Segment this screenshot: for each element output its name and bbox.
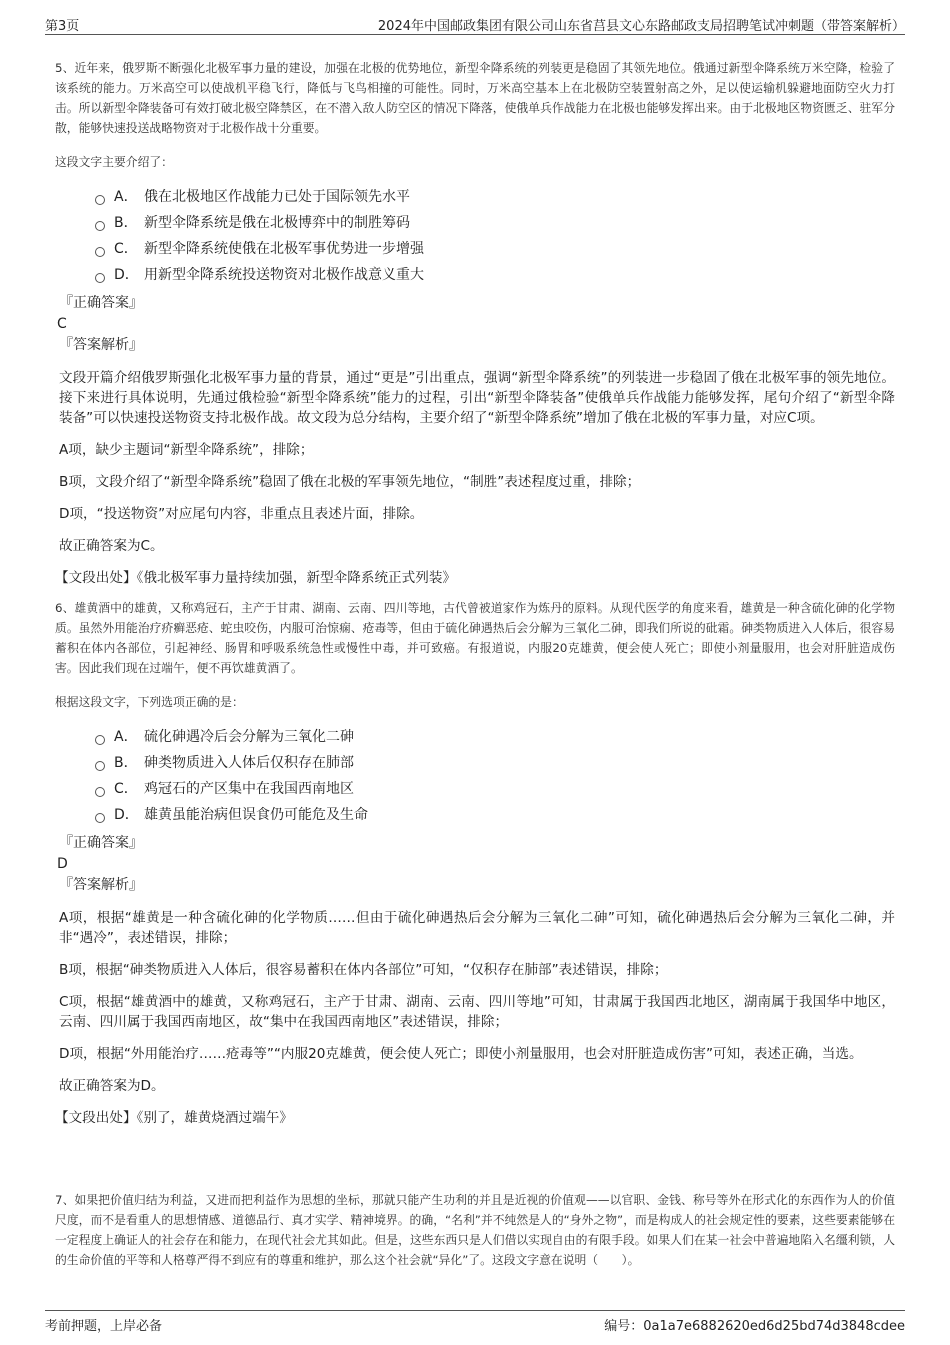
document-title: 2024年中国邮政集团有限公司山东省莒县文心东路邮政支局招聘笔试冲刺题（带答案解析） (377, 19, 905, 34)
footer-doc-id: 编号：0a1a7e6882620ed6d25bd74d3848cdee (604, 1319, 905, 1334)
q6-analysis-c: C项，根据“雄黄酒中的雄黄，又称鸡冠石，主产于甘肃、湖南、云南、四川等地”可知，甘肃属于我国西北地区，湖南属于我国华中地区，云南、四川属于我国西南地区，故“集中在我国西南地区”表述错误，排除； (59, 994, 895, 1030)
radio-icon[interactable] (95, 761, 105, 771)
radio-icon[interactable] (95, 221, 105, 231)
q5-answer-label: 『正确答案』 (59, 295, 143, 311)
q5-analysis-b: B项，文段介绍了“新型伞降系统”稳固了俄在北极的军事领先地位，“制胜”表述程度过重，排除； (59, 474, 641, 490)
q5-analysis-d: D项，“投送物资”对应尾句内容，非重点且表述片面，排除。 (59, 506, 424, 522)
q7-passage: 7、如果把价值归结为利益，又进而把利益作为思想的坐标，那就只能产生功利的并且是近视的价值观——以官职、金钱、称号等外在形式化的东西作为人的价值尺度，而不是看重人的思想情感、道德品行、真才实学、精神境界。的确，“名利”并不纯然是人的“身外之物”，而是构成人的社会规定性的要素，这些要素能够在一定程度上确证人的社会存在和能力，在现代社会尤其如此。但是，这些东西只是人们借以实现自由的有限手段。如果人们在某一社会中普遍地陷入名缰利锁，人的生命价值的平等和人格尊严得不到应有的尊重和维护，那么这个社会就“异化”了。这段文字意在说明（ ）。 (55, 1193, 895, 1267)
q5-option-d[interactable]: D． 用新型伞降系统投送物资对北极作战意义重大 (95, 262, 895, 288)
q6-options (55, 724, 895, 828)
q6-analysis-label: 『答案解析』 (59, 877, 143, 893)
q5-option-b[interactable]: B． 新型伞降系统是俄在北极博弈中的制胜筹码 (95, 210, 895, 236)
q5-source: 【文段出处】《俄北极军事力量持续加强，新型伞降系统正式列装》 (55, 570, 457, 586)
q5-option-c[interactable]: C． 新型伞降系统使俄在北极军事优势进一步增强 (95, 236, 895, 262)
q6-option-b[interactable]: B． 砷类物质进入人体后仅积存在肺部 (95, 750, 895, 776)
q5-answer: C (57, 316, 67, 332)
q5-analysis-label: 『答案解析』 (59, 337, 143, 353)
q6-passage: 6、雄黄酒中的雄黄，又称鸡冠石，主产于甘肃、湖南、云南、四川等地，古代曾被道家作为炼丹的原料。从现代医学的角度来看，雄黄是一种含硫化砷的化学物质。虽然外用能治疗疥癣恶疮、蛇虫咬伤，内服可治惊痫、疮毒等，但由于硫化砷遇热后会分解为三氧化二砷，即我们所说的砒霜。砷类物质进入人体后，很容易蓄积在体内各部位，引起神经、肠胃和呼吸系统急性或慢性中毒，并可致癌。有报道说，内服20克雄黄，便会使人死亡；即使小剂量服用，也会对肝脏造成伤害。因此我们现在过端午，便不再饮雄黄酒了。 (55, 601, 895, 675)
q6-option-c[interactable]: C． 鸡冠石的产区集中在我国西南地区 (95, 776, 895, 802)
radio-icon[interactable] (95, 195, 105, 205)
q6-prompt: 根据这段文字，下列选项正确的是： (55, 695, 244, 709)
q5-option-a[interactable]: A． 俄在北极地区作战能力已处于国际领先水平 (95, 184, 895, 210)
q6-analysis-d: D项，根据“外用能治疗……疮毒等”“内服20克雄黄，便会使人死亡；即使小剂量服用，也会对肝脏造成伤害”可知，表述正确，当选。 (59, 1046, 863, 1062)
q6-answer: D (57, 856, 68, 872)
page-number: 第3页 (45, 19, 80, 34)
q6-source: 【文段出处】《别了，雄黄烧酒过端午》 (55, 1110, 293, 1126)
q5-passage: 5、近年来，俄罗斯不断强化北极军事力量的建设，加强在北极的优势地位，新型伞降系统的列装更是稳固了其领先地位。俄通过新型伞降系统万米空降，检验了该系统的能力。万米高空可以使战机平稳飞行，降低与飞鸟相撞的可能性。同时，万米高空基本上在北极防空装置射高之外，足以使运输机躲避地面防空火力打击。所以新型伞降装备可有效打破北极空降禁区，在不潜入敌人防空区的情况下降落，使俄单兵作战能力在北极也能够发挥出来。由于北极地区物资匮乏、驻军分散，能够快速投送战略物资对于北极作战十分重要。 (55, 61, 895, 135)
q5-analysis-conclusion: 故正确答案为C。 (59, 538, 164, 554)
q5-options (55, 184, 895, 288)
q6-answer-label: 『正确答案』 (59, 835, 143, 851)
question-5-and-6 (55, 58, 895, 1128)
q5-analysis-main: 文段开篇介绍俄罗斯强化北极军事力量的背景，通过“更是”引出重点，强调“新型伞降系统”的列装进一步稳固了俄在北极军事的领先地位。接下来进行具体说明，先通过俄检验“新型伞降系统”能力的过程，引出“新型伞降装备”使俄单兵作战能力能够发挥，尾句介绍了“新型伞降装备”可以快速投送物资支持北极作战。故文段为总分结构，主要介绍了“新型伞降系统”增加了俄在北极的军事力量，对应C项。 (59, 370, 895, 426)
radio-icon[interactable] (95, 735, 105, 745)
q6-option-d[interactable]: D． 雄黄虽能治病但误食仍可能危及生命 (95, 802, 895, 828)
radio-icon[interactable] (95, 787, 105, 797)
radio-icon[interactable] (95, 247, 105, 257)
q6-analysis-b: B项，根据“砷类物质进入人体后，很容易蓄积在体内各部位”可知，“仅积存在肺部”表述错误，排除； (59, 962, 668, 978)
page-footer (45, 1310, 905, 1333)
footer-slogan: 考前押题，上岸必备 (45, 1319, 163, 1334)
q6-analysis-a: A项，根据“雄黄是一种含硫化砷的化学物质……但由于硫化砷遇热后会分解为三氧化二砷”可知，硫化砷遇热后会分解为三氧化二砷，并非“遇冷”，表述错误，排除； (59, 910, 895, 946)
question-7 (55, 1190, 895, 1270)
radio-icon[interactable] (95, 273, 105, 283)
radio-icon[interactable] (95, 813, 105, 823)
q5-analysis-a: A项，缺少主题词“新型伞降系统”，排除； (59, 442, 314, 458)
q6-analysis-conclusion: 故正确答案为D。 (59, 1078, 165, 1094)
page-header (45, 14, 905, 35)
q6-option-a[interactable]: A． 硫化砷遇冷后会分解为三氧化二砷 (95, 724, 895, 750)
q5-prompt: 这段文字主要介绍了： (55, 155, 173, 169)
